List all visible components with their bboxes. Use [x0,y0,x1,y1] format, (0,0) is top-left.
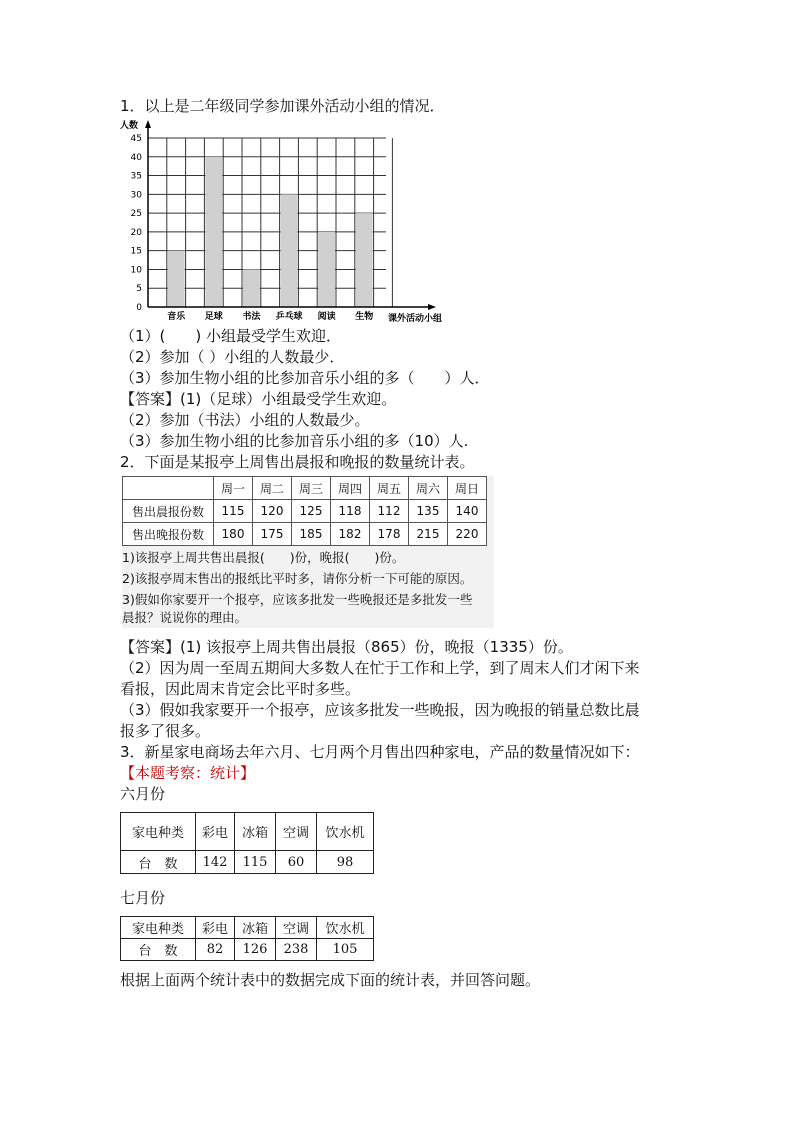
table-header-row [123,477,487,500]
table-header-cell: 周六 [409,477,448,500]
y-tick-label: 20 [130,227,142,238]
table-cell: 112 [370,500,409,523]
bar-3 [281,194,298,307]
table-cell: 215 [409,523,448,546]
q1-sub3: （3）参加生物小组的比参加音乐小组的多（ ）人． [120,369,490,387]
bar-0 [168,251,185,307]
q2-question-c-line1: 3)假如你家要开一个报亭，应该多批发一些晚报还是多批发一些 [122,590,494,610]
table-header-cell: 冰箱 [235,813,276,851]
table-cell: 售出晚报份数 [123,523,214,546]
table-row [121,851,374,874]
newspaper-sales-table [122,476,487,546]
table-header-cell: 周五 [370,477,409,500]
category-label: 书法 [242,312,261,322]
q2-answer-3-line2: 报多了很多。 [120,722,211,740]
table-header-cell: 饮水机 [317,917,374,939]
y-tick-label: 40 [130,152,142,163]
table-cell: 126 [235,939,276,961]
q2-answer-1: 【答案】(1) 该报亭上周共售出晨报（865）份，晚报（1335）份。 [120,638,573,656]
x-axis-arrow [428,304,436,310]
table-cell: 115 [235,851,276,874]
y-tick-label: 45 [130,134,142,144]
q3-topic-tag: 【本题考察：统计】 [120,764,256,782]
q2-table-image [122,476,494,628]
table-cell: 182 [331,523,370,546]
july-label: 七月份 [120,889,166,907]
table-cell: 115 [214,500,253,523]
june-sales-table [120,812,374,874]
table-cell: 135 [409,500,448,523]
bar-2 [243,269,260,307]
table-cell: 140 [448,500,487,523]
table-cell: 180 [214,523,253,546]
q1-title: 1．以上是二年级同学参加课外活动小组的情况． [120,97,445,115]
q1-answer-3: （3）参加生物小组的比参加音乐小组的多（10）人. [120,432,469,450]
table-header-cell: 周一 [214,477,253,500]
category-label: 音乐 [167,312,186,322]
category-label: 生物 [355,312,374,322]
q2-answer-2-line1: （2）因为周一至周五期间大多数人在忙于工作和上学，到了周末人们才闲下来 [120,659,640,677]
table-header-cell: 家电种类 [121,917,196,939]
table-row [123,523,487,546]
x-axis-title: 课外活动小组 [388,314,443,324]
q2-question-b: 2)该报亭周末售出的报纸比平时多，请你分析一下可能的原因。 [122,569,494,589]
table-cell: 125 [292,500,331,523]
table-cell: 220 [448,523,487,546]
july-sales-table [120,916,374,961]
table-header-cell [123,477,214,500]
table-cell: 178 [370,523,409,546]
q3-title: 3．新星家电商场去年六月、七月两个月售出四种家电，产品的数量情况如下： [120,743,640,761]
table-header-cell: 周三 [292,477,331,500]
table-row [121,939,374,961]
table-header-cell: 彩电 [196,917,235,939]
bar-4 [318,232,335,307]
table-row [123,500,487,523]
q2-question-c-line2: 晨报？说说你的理由。 [122,608,494,628]
y-tick-label: 30 [130,190,142,201]
table-cell: 82 [196,939,235,961]
q2-answer-2-line2: 看报，因此周末肯定会比平时多些。 [120,680,361,698]
table-header-row [121,813,374,851]
table-cell: 105 [317,939,374,961]
y-axis-arrow [145,120,151,128]
table-cell: 台 数 [121,851,196,874]
y-tick-label: 15 [130,246,142,257]
table-header-cell: 周四 [331,477,370,500]
q2-title: 2．下面是某报亭上周售出晨报和晚报的数量统计表。 [120,453,475,471]
table-cell: 142 [196,851,235,874]
bar-5 [356,213,373,307]
table-header-cell: 饮水机 [317,813,374,851]
table-cell: 售出晨报份数 [123,500,214,523]
y-tick-label: 0 [136,303,142,313]
y-axis-title: 人数 [120,121,139,131]
q1-sub2: （2）参加（ ）小组的人数最少． [120,348,345,366]
table-header-cell: 空调 [276,813,317,851]
table-cell: 60 [276,851,317,874]
table-cell: 台 数 [121,939,196,961]
q1-answer-2: （2）参加（书法）小组的人数最少。 [120,411,370,429]
category-label: 乒乓球 [275,312,303,322]
y-tick-label: 10 [130,265,142,276]
q3-instruction: 根据上面两个统计表中的数据完成下面的统计表，并回答问题。 [120,971,541,989]
table-cell: 98 [317,851,374,874]
table-header-cell: 彩电 [196,813,235,851]
q2-answer-3-line1: （3）假如我家要开一个报亭，应该多批发一些晚报，因为晚报的销量总数比晨 [120,701,640,719]
june-label: 六月份 [120,785,166,803]
q2-question-a: 1)该报亭上周共售出晨报( )份，晚报( )份。 [122,548,494,568]
table-header-cell: 空调 [276,917,317,939]
bar-1 [205,157,222,307]
y-tick-label: 25 [130,209,142,220]
table-cell: 175 [253,523,292,546]
table-header-row [121,917,374,939]
table-cell: 238 [276,939,317,961]
category-label: 阅读 [317,312,336,322]
q1-sub1: （1）( ) 小组最受学生欢迎． [120,327,342,345]
table-header-cell: 周日 [448,477,487,500]
table-header-cell: 周二 [253,477,292,500]
table-cell: 118 [331,500,370,523]
table-header-cell: 家电种类 [121,813,196,851]
category-label: 足球 [204,312,223,322]
y-tick-label: 5 [136,284,142,295]
table-cell: 185 [292,523,331,546]
y-tick-label: 35 [130,171,142,182]
activity-group-bar-chart [118,118,454,328]
table-header-cell: 冰箱 [235,917,276,939]
q1-answer-1: 【答案】(1)（足球）小组最受学生欢迎。 [120,390,397,408]
table-cell: 120 [253,500,292,523]
